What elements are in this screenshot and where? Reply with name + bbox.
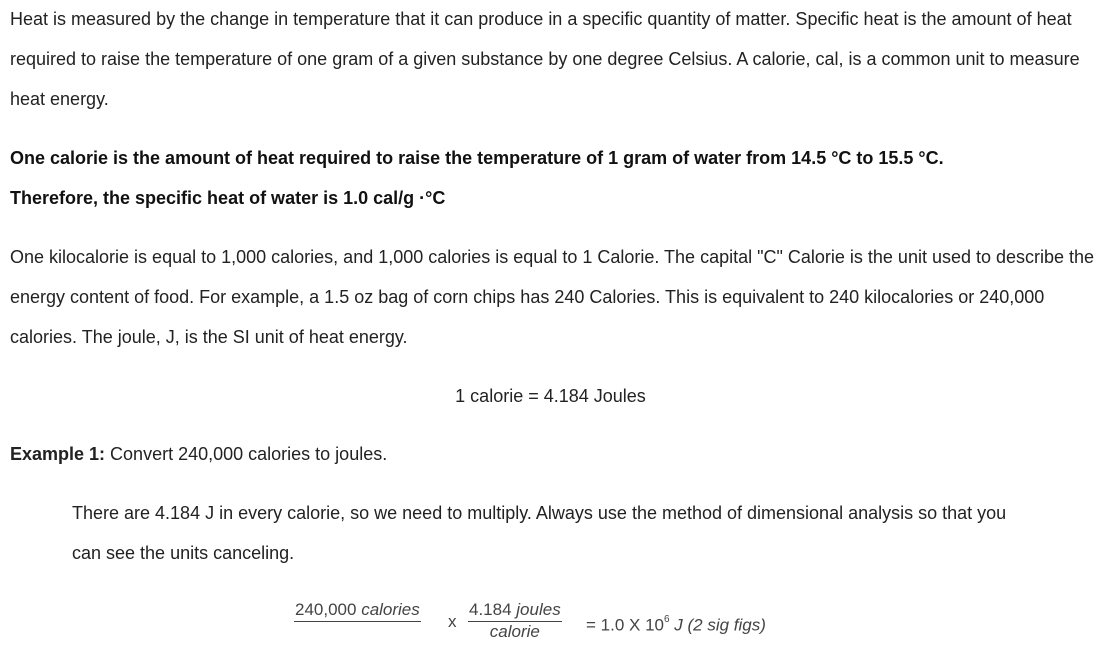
intro-paragraph: Heat is measured by the change in temperature that it can produce in a specific quantity of matter. Specific heat is the amount of heat required to raise the temperature of one gram of a given substance by one degree Celsius. A calorie, cal, is a common unit to measure heat energy.	[10, 9, 1080, 109]
equation-result	[586, 612, 766, 636]
example-heading	[10, 434, 387, 474]
fraction-calories-numerator	[294, 600, 421, 622]
conversion-factor: 1 calorie = 4.184 Joules	[455, 386, 646, 406]
example-explanation: There are 4.184 J in every calorie, so we need to multiply. Always use the method of dimensional analysis so that you can see the units canceling.	[72, 503, 1007, 563]
definition-line-1: One calorie is the amount of heat required to raise the temperature of 1 gram of water from 14.5 °C to 15.5 °C.	[10, 148, 944, 168]
result-unit: J	[674, 615, 683, 635]
calories-value: 240,000	[295, 600, 357, 619]
result-prefix: = 1.0 X 10	[586, 615, 664, 635]
joules-value: 4.184	[469, 600, 512, 619]
example-label: Example 1:	[10, 444, 106, 464]
fraction-joules-per-calorie	[468, 600, 562, 642]
joules-unit: joules	[516, 600, 561, 619]
calories-unit: calories	[361, 600, 420, 619]
example-prompt: Convert 240,000 calories to joules.	[105, 444, 388, 464]
calorie-units-paragraph: One kilocalorie is equal to 1,000 calories, and 1,000 calories is equal to 1 Calorie. The capital "C" Calorie is the unit used to describe the energy content of food. For example, a 1.5 oz bag of corn chips has 240 Calories. This is equivalent to 240 kilocalories or 240,000 calories. The joule, J, is the SI unit of heat energy.	[10, 247, 1095, 347]
definition-line-2: Therefore, the specific heat of water is 1.0 cal/g ·°C	[10, 188, 446, 208]
result-exponent: 6	[663, 614, 670, 625]
multiply-sign: x	[448, 612, 457, 631]
fraction-calories	[294, 600, 421, 622]
fraction-joules-numerator	[468, 600, 562, 622]
result-note: (2 sig figs)	[687, 615, 766, 635]
fraction-calorie-denominator: calorie	[489, 622, 540, 641]
calorie-definition	[10, 138, 1095, 218]
